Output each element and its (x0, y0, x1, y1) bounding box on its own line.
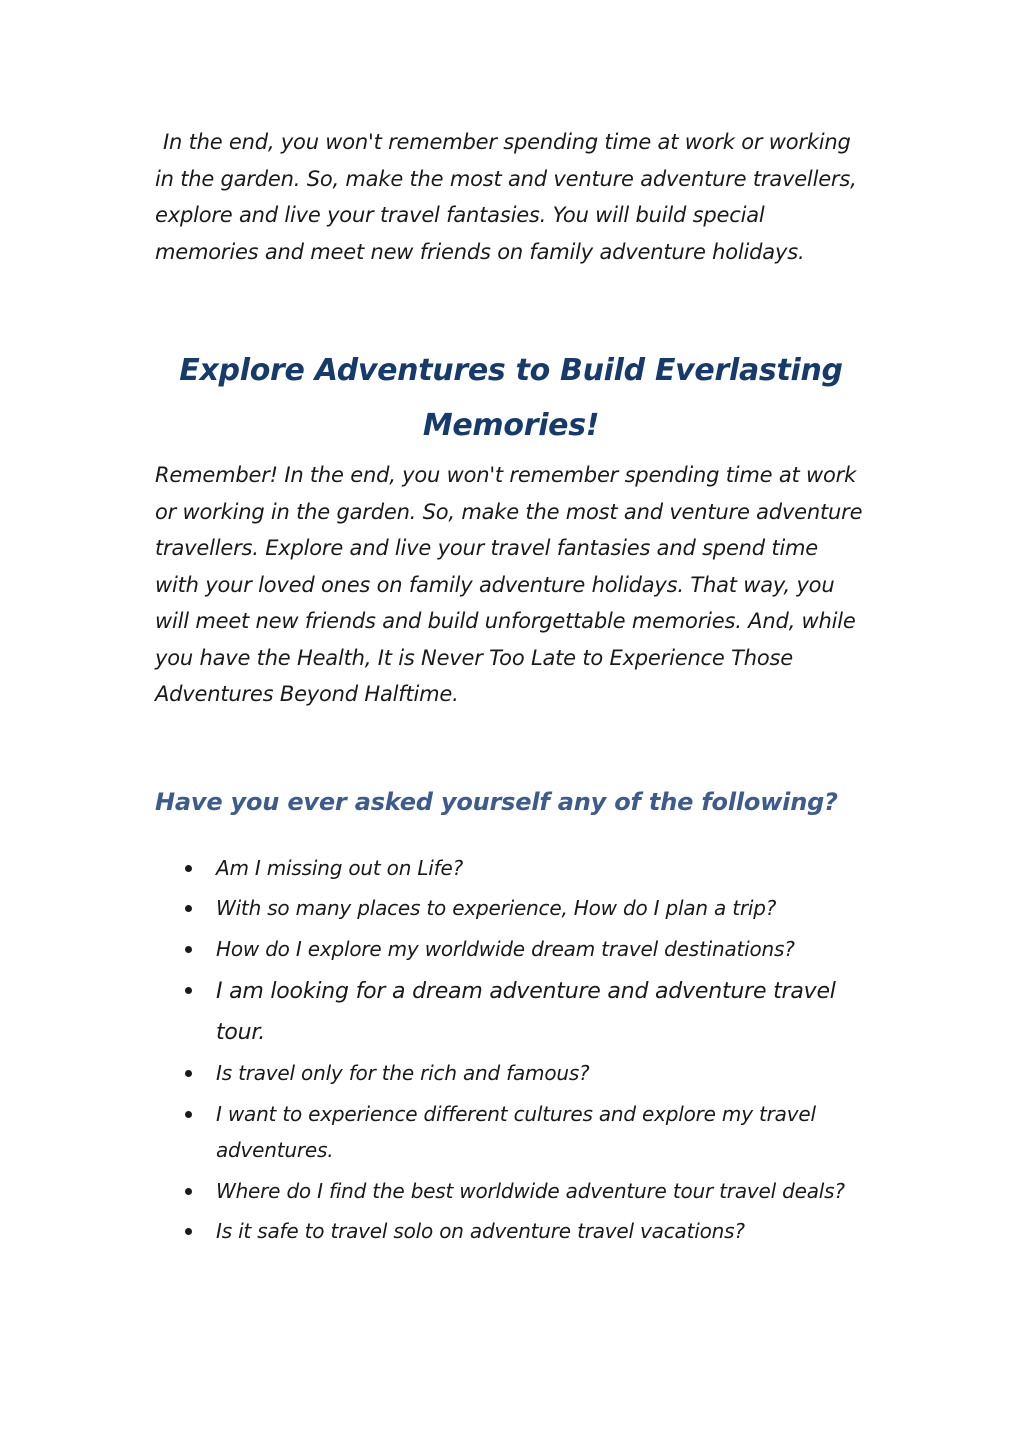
list-item-text: Where do I find the best worldwide adventure tour travel deals? (216, 1178, 845, 1203)
list-item-text: Am I missing out on Life? (216, 855, 463, 880)
list-item-text: How do I explore my worldwide dream travel destinations? (216, 936, 795, 961)
list-item (155, 1055, 867, 1092)
bullet-icon (185, 1070, 192, 1077)
list-item-text: Is it safe to travel solo on adventure travel vacations? (216, 1219, 745, 1243)
list-item (155, 1173, 867, 1210)
section-heading: Explore Adventures to Build Everlasting Memories! (179, 353, 843, 443)
bullet-icon (185, 1188, 192, 1195)
bullet-icon (185, 987, 192, 994)
intro-paragraph: In the end, you won't remember spending time at work or working in the garden. So, make the most and venture adventure travellers, explore and live your travel fantasies. You will build special memories and meet new friends on family adventure holidays. (155, 130, 857, 264)
questions-list (155, 850, 867, 1250)
list-item (155, 1096, 867, 1169)
list-item-text: I want to experience different cultures and explore my travel adventures. (216, 1101, 816, 1162)
bullet-icon (185, 946, 192, 953)
bullet-icon (185, 1228, 192, 1235)
section-paragraph: Remember! In the end, you won't remember spending time at work or working in the garden. So, make the most and venture adventure travellers. Explore and live your travel fantasies and spend time with your loved ones on family adventure holidays. That way, you will meet new friends and build unforgettable memories. And, while you have the Health, It is Never Too Late to Experience Those Adventures Beyond Halftime. (155, 463, 863, 706)
list-item (155, 931, 867, 968)
list-item-text: I am looking for a dream adventure and adventure travel tour. (216, 979, 836, 1045)
list-item (155, 971, 867, 1053)
list-item (155, 890, 867, 927)
list-item-text: Is travel only for the rich and famous? (216, 1061, 590, 1085)
list-item (155, 850, 867, 887)
bullet-icon (185, 1111, 192, 1118)
bullet-icon (185, 905, 192, 912)
list-item (155, 1213, 867, 1250)
questions-heading: Have you ever asked yourself any of the following? (155, 787, 838, 816)
list-item-text: With so many places to experience, How do I plan a trip? (216, 896, 777, 920)
document-page (155, 124, 867, 1254)
bullet-icon (185, 865, 192, 872)
